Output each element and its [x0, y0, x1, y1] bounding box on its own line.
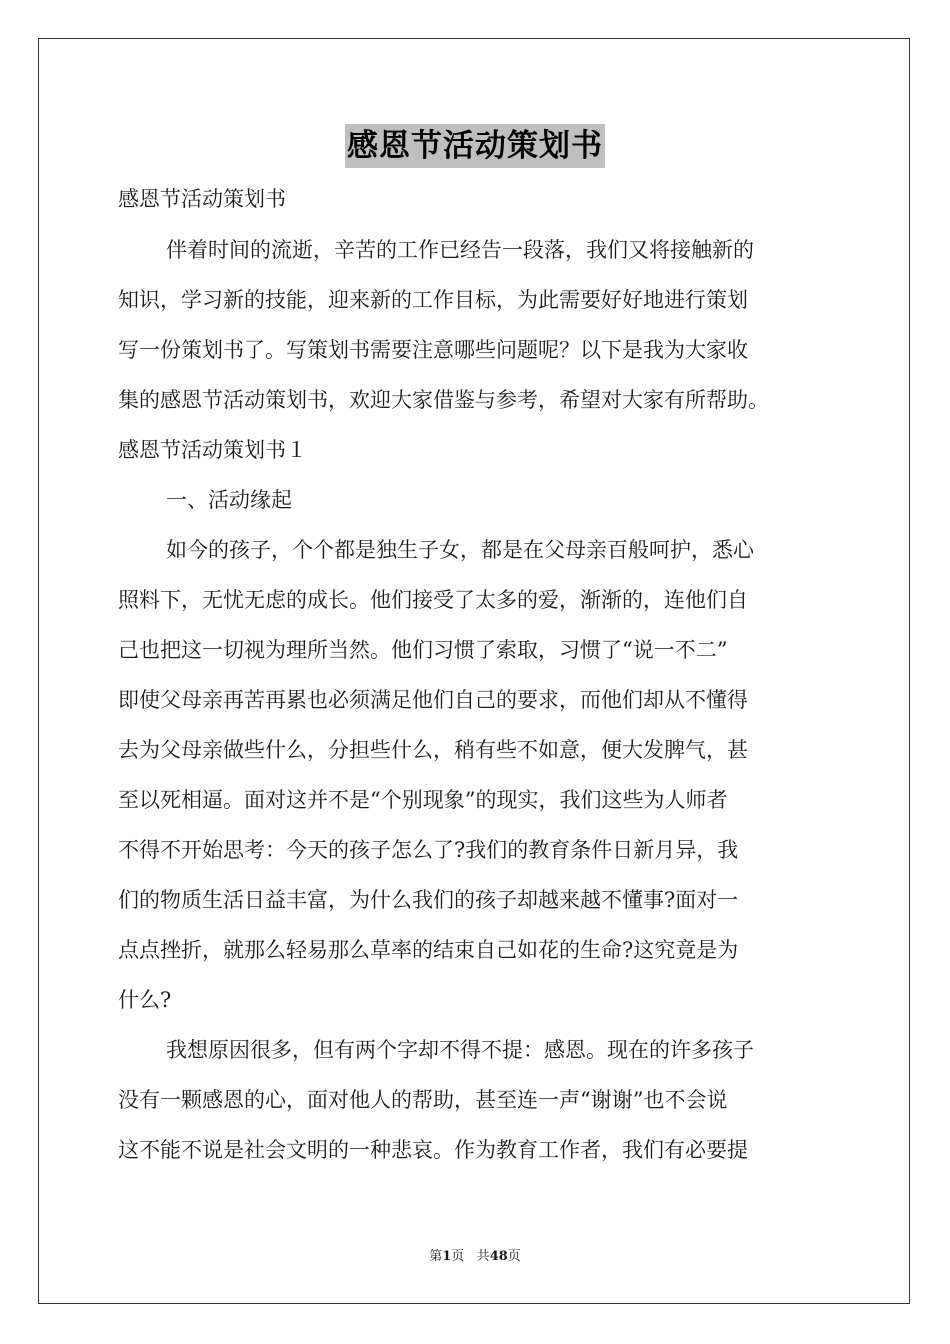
page-total: 48 — [489, 1249, 508, 1264]
page-suffix: 页 — [451, 1249, 465, 1264]
paragraph-line: 点点挫折，就那么轻易那么草率的结束自己如花的生命?这究竟是为 — [118, 938, 739, 962]
subtitle-line: 感恩节活动策划书 — [118, 187, 286, 211]
paragraph-line: 知识，学习新的技能，迎来新的工作目标，为此需要好好地进行策划 — [118, 288, 748, 312]
paragraph-line: 伴着时间的流逝，辛苦的工作已经告一段落，我们又将接触新的 — [166, 238, 754, 262]
paragraph-line: 什么? — [118, 988, 172, 1012]
page-current: 1 — [442, 1249, 452, 1264]
paragraph-line: 至以死相逼。面对这并不是“个别现象”的现实，我们这些为人师者 — [118, 788, 728, 812]
page-prefix: 第 — [429, 1249, 443, 1264]
paragraph-line: 集的感恩节活动策划书，欢迎大家借鉴与参考，希望对大家有所帮助。 — [118, 388, 769, 412]
paragraph-line: 即使父母亲再苦再累也必须满足他们自己的要求，而他们却从不懂得 — [118, 688, 748, 712]
paragraph-line: 照料下，无忧无虑的成长。他们接受了太多的爱，渐渐的，连他们自 — [118, 588, 748, 612]
document-title: 感恩节活动策划书 — [345, 124, 605, 168]
section-heading: 感恩节活动策划书１ — [118, 438, 307, 462]
paragraph-line: 们的物质生活日益丰富，为什么我们的孩子却越来越不懂事?面对一 — [118, 888, 739, 912]
subsection-heading: 一、活动缘起 — [166, 488, 292, 512]
total-prefix: 共 — [476, 1249, 490, 1264]
page-footer — [0, 1248, 950, 1266]
paragraph-line: 去为父母亲做些什么，分担些什么，稍有些不如意，便大发脾气，甚 — [118, 738, 748, 762]
paragraph-line: 己也把这一切视为理所当然。他们习惯了索取，习惯了“说一不二” — [118, 638, 728, 662]
total-suffix: 页 — [507, 1249, 521, 1264]
paragraph-line: 这不能不说是社会文明的一种悲哀。作为教育工作者，我们有必要提 — [118, 1138, 748, 1162]
paragraph-line: 没有一颗感恩的心，面对他人的帮助，甚至连一声“谢谢”也不会说 — [118, 1088, 728, 1112]
title-container — [0, 124, 950, 168]
paragraph-line: 我想原因很多，但有两个字却不得不提：感恩。现在的许多孩子 — [166, 1038, 754, 1062]
paragraph-line: 如今的孩子，个个都是独生子女，都是在父母亲百般呵护，悉心 — [166, 538, 754, 562]
paragraph-line: 不得不开始思考：今天的孩子怎么了?我们的教育条件日新月异，我 — [118, 838, 739, 862]
paragraph-line: 写一份策划书了。写策划书需要注意哪些问题呢？以下是我为大家收 — [118, 338, 748, 362]
